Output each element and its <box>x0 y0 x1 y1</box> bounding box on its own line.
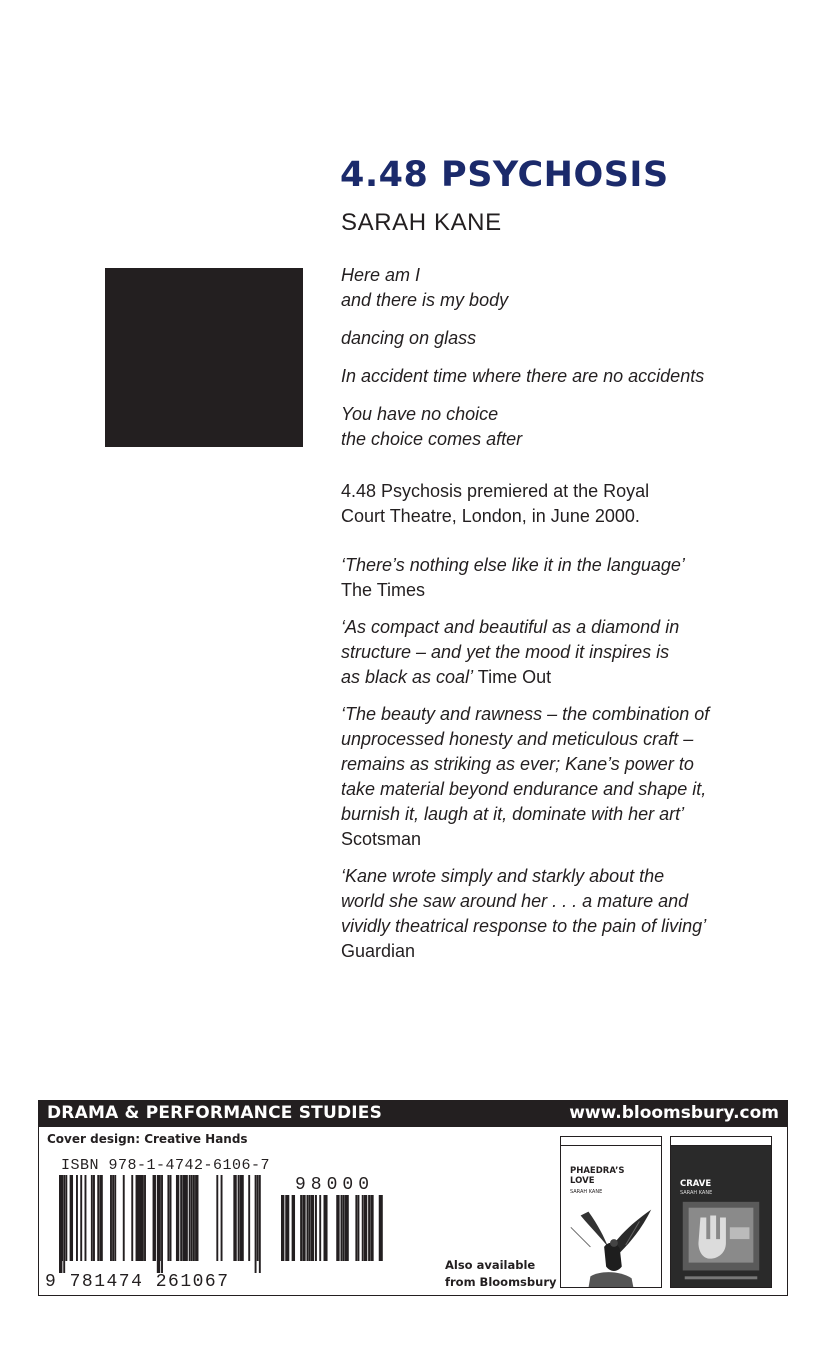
barcode-bar <box>112 1175 114 1261</box>
review-source: Time Out <box>477 667 552 687</box>
book-thumbnail-phaedras-love[interactable] <box>560 1136 662 1288</box>
book-thumbnail-title-line: PHAEDRA’S <box>570 1166 625 1176</box>
category-label: DRAMA & PERFORMANCE STUDIES <box>47 1103 383 1123</box>
barcode-bar <box>368 1195 370 1261</box>
also-available-label <box>445 1257 557 1291</box>
barcode-bar <box>341 1195 343 1261</box>
barcode-bar <box>70 1175 73 1261</box>
barcode-bar <box>159 1175 161 1261</box>
barcode-bar <box>65 1175 67 1261</box>
barcode-bar <box>170 1175 172 1261</box>
barcode-bar <box>180 1175 182 1261</box>
barcode-bar <box>302 1195 305 1261</box>
barcode-bar <box>161 1175 163 1273</box>
poem-line: the choice comes after <box>341 429 523 449</box>
barcode-digits: 9 781474 261067 <box>45 1272 230 1292</box>
barcode-bar <box>114 1175 116 1261</box>
barcode-bar <box>343 1195 345 1261</box>
back-cover-footer <box>38 1100 788 1296</box>
barcode-bar <box>63 1175 65 1273</box>
book-series-strip <box>561 1137 661 1146</box>
isbn-barcode <box>59 1175 261 1273</box>
review-line: ‘As compact and beautiful as a diamond in <box>341 617 680 637</box>
review-line: ‘The beauty and rawness – the combination of <box>341 704 710 724</box>
barcode-bar <box>248 1175 250 1261</box>
book-thumbnail-author: SARAH KANE <box>680 1190 713 1196</box>
review-line: as black as coal’ <box>341 667 474 687</box>
barcode-bar <box>80 1175 82 1261</box>
barcode-bar <box>123 1175 125 1261</box>
barcode-bar <box>85 1175 87 1261</box>
barcode-bar <box>281 1195 284 1261</box>
price-addon-barcode <box>281 1195 383 1273</box>
review-line: vividly theatrical response to the pain of living’ <box>341 916 707 936</box>
barcode-bar <box>242 1175 244 1261</box>
book-thumbnail-title <box>680 1179 764 1189</box>
barcode-bar <box>370 1195 373 1261</box>
review-quote <box>341 702 716 852</box>
barcode-bar <box>195 1175 198 1261</box>
barcode-bar <box>99 1175 102 1261</box>
barcode-bar <box>257 1175 259 1261</box>
barcode-bar <box>153 1175 156 1261</box>
barcode-bar <box>189 1175 191 1261</box>
barcode-bar <box>142 1175 144 1261</box>
also-available-line: Also available <box>445 1258 536 1272</box>
review-line: burnish it, laugh at it, dominate with her art’ <box>341 804 685 824</box>
barcode-bar <box>381 1195 383 1261</box>
barcode-bar <box>131 1175 133 1261</box>
barcode-bar <box>364 1195 367 1261</box>
isbn-label: ISBN 978-1-4742-6106-7 <box>61 1157 271 1174</box>
barcode-bar <box>221 1175 223 1261</box>
vulture-illustration <box>561 1197 661 1288</box>
barcode-bar <box>193 1175 195 1261</box>
hand-on-screen-photo <box>671 1197 771 1288</box>
review-source: Guardian <box>341 941 416 961</box>
review-line: world she saw around her . . . a mature and <box>341 891 689 911</box>
premiere-note <box>341 479 716 529</box>
review-line: unprocessed honesty and meticulous craft – <box>341 729 694 749</box>
barcode-bar <box>91 1175 93 1261</box>
barcode-bar <box>255 1175 257 1273</box>
review-quote <box>341 864 716 964</box>
poem-line: Here am I <box>341 265 421 285</box>
book-author: SARAH KANE <box>341 209 502 236</box>
book-thumbnail-crave[interactable] <box>670 1136 772 1288</box>
also-available-line: from Bloomsbury <box>445 1275 557 1289</box>
review-source: Scotsman <box>341 829 422 849</box>
barcode-bar <box>309 1195 311 1261</box>
poem-line: In accident time where there are no accidents <box>341 366 705 386</box>
review-quote <box>341 615 716 690</box>
barcode-bar <box>358 1195 360 1261</box>
book-thumbnail-title <box>570 1166 654 1186</box>
barcode-bar <box>184 1175 187 1261</box>
review-line: remains as striking as ever; Kane’s power to <box>341 754 694 774</box>
poem-line: dancing on glass <box>341 328 477 348</box>
barcode-bar <box>144 1175 146 1261</box>
website-link[interactable]: www.bloomsbury.com <box>569 1103 779 1123</box>
barcode-bar <box>233 1175 236 1261</box>
barcode-bar <box>61 1175 63 1261</box>
book-series-strip <box>671 1137 771 1146</box>
book-thumbnail-author: SARAH KANE <box>570 1189 603 1195</box>
barcode-bar <box>93 1175 95 1261</box>
black-square-graphic <box>105 268 303 447</box>
barcode-bar <box>326 1195 328 1261</box>
poem-line: and there is my body <box>341 290 509 310</box>
barcode-bar <box>319 1195 321 1261</box>
review-quote <box>341 553 716 603</box>
footer-bar <box>39 1101 787 1127</box>
book-thumbnail-title-line: CRAVE <box>680 1179 712 1189</box>
barcode-bar <box>167 1175 169 1261</box>
barcode-bar <box>311 1195 314 1261</box>
barcode-bar <box>355 1195 357 1261</box>
barcode-bar <box>216 1175 218 1261</box>
barcode-bar <box>336 1195 339 1261</box>
review-line: structure – and yet the mood it inspires is <box>341 642 670 662</box>
review-source: The Times <box>341 580 426 600</box>
review-line: ‘Kane wrote simply and starkly about the <box>341 866 665 886</box>
barcode-bar <box>315 1195 317 1261</box>
reviews <box>341 553 716 964</box>
barcode-bar <box>238 1175 240 1261</box>
barcode-bar <box>307 1195 309 1261</box>
barcode-bar <box>287 1195 289 1261</box>
barcode-bar <box>259 1175 261 1273</box>
premiere-line: 4.48 Psychosis premiered at the Royal <box>341 481 650 501</box>
premiere-line: Court Theatre, London, in June 2000. <box>341 506 640 526</box>
barcode-bar <box>97 1175 99 1261</box>
price-addon-digits: 98000 <box>295 1175 375 1195</box>
barcode-bar <box>176 1175 179 1261</box>
barcode-bar <box>110 1175 112 1261</box>
barcode-bar <box>191 1175 193 1261</box>
review-line: take material beyond endurance and shape it, <box>341 779 707 799</box>
cover-design-credit: Cover design: Creative Hands <box>47 1132 248 1146</box>
barcode-bar <box>300 1195 302 1261</box>
barcode-bar <box>362 1195 364 1261</box>
barcode-bar <box>76 1175 78 1261</box>
book-title: 4.48 PSYCHOSIS <box>340 155 669 195</box>
barcode-bar <box>292 1195 295 1261</box>
barcode-bar <box>347 1195 349 1261</box>
poem-line: You have no choice <box>341 404 499 424</box>
review-line: ‘There’s nothing else like it in the language’ <box>341 555 685 575</box>
book-thumbnail-title-line: LOVE <box>570 1176 595 1186</box>
poem-excerpt <box>341 263 716 452</box>
